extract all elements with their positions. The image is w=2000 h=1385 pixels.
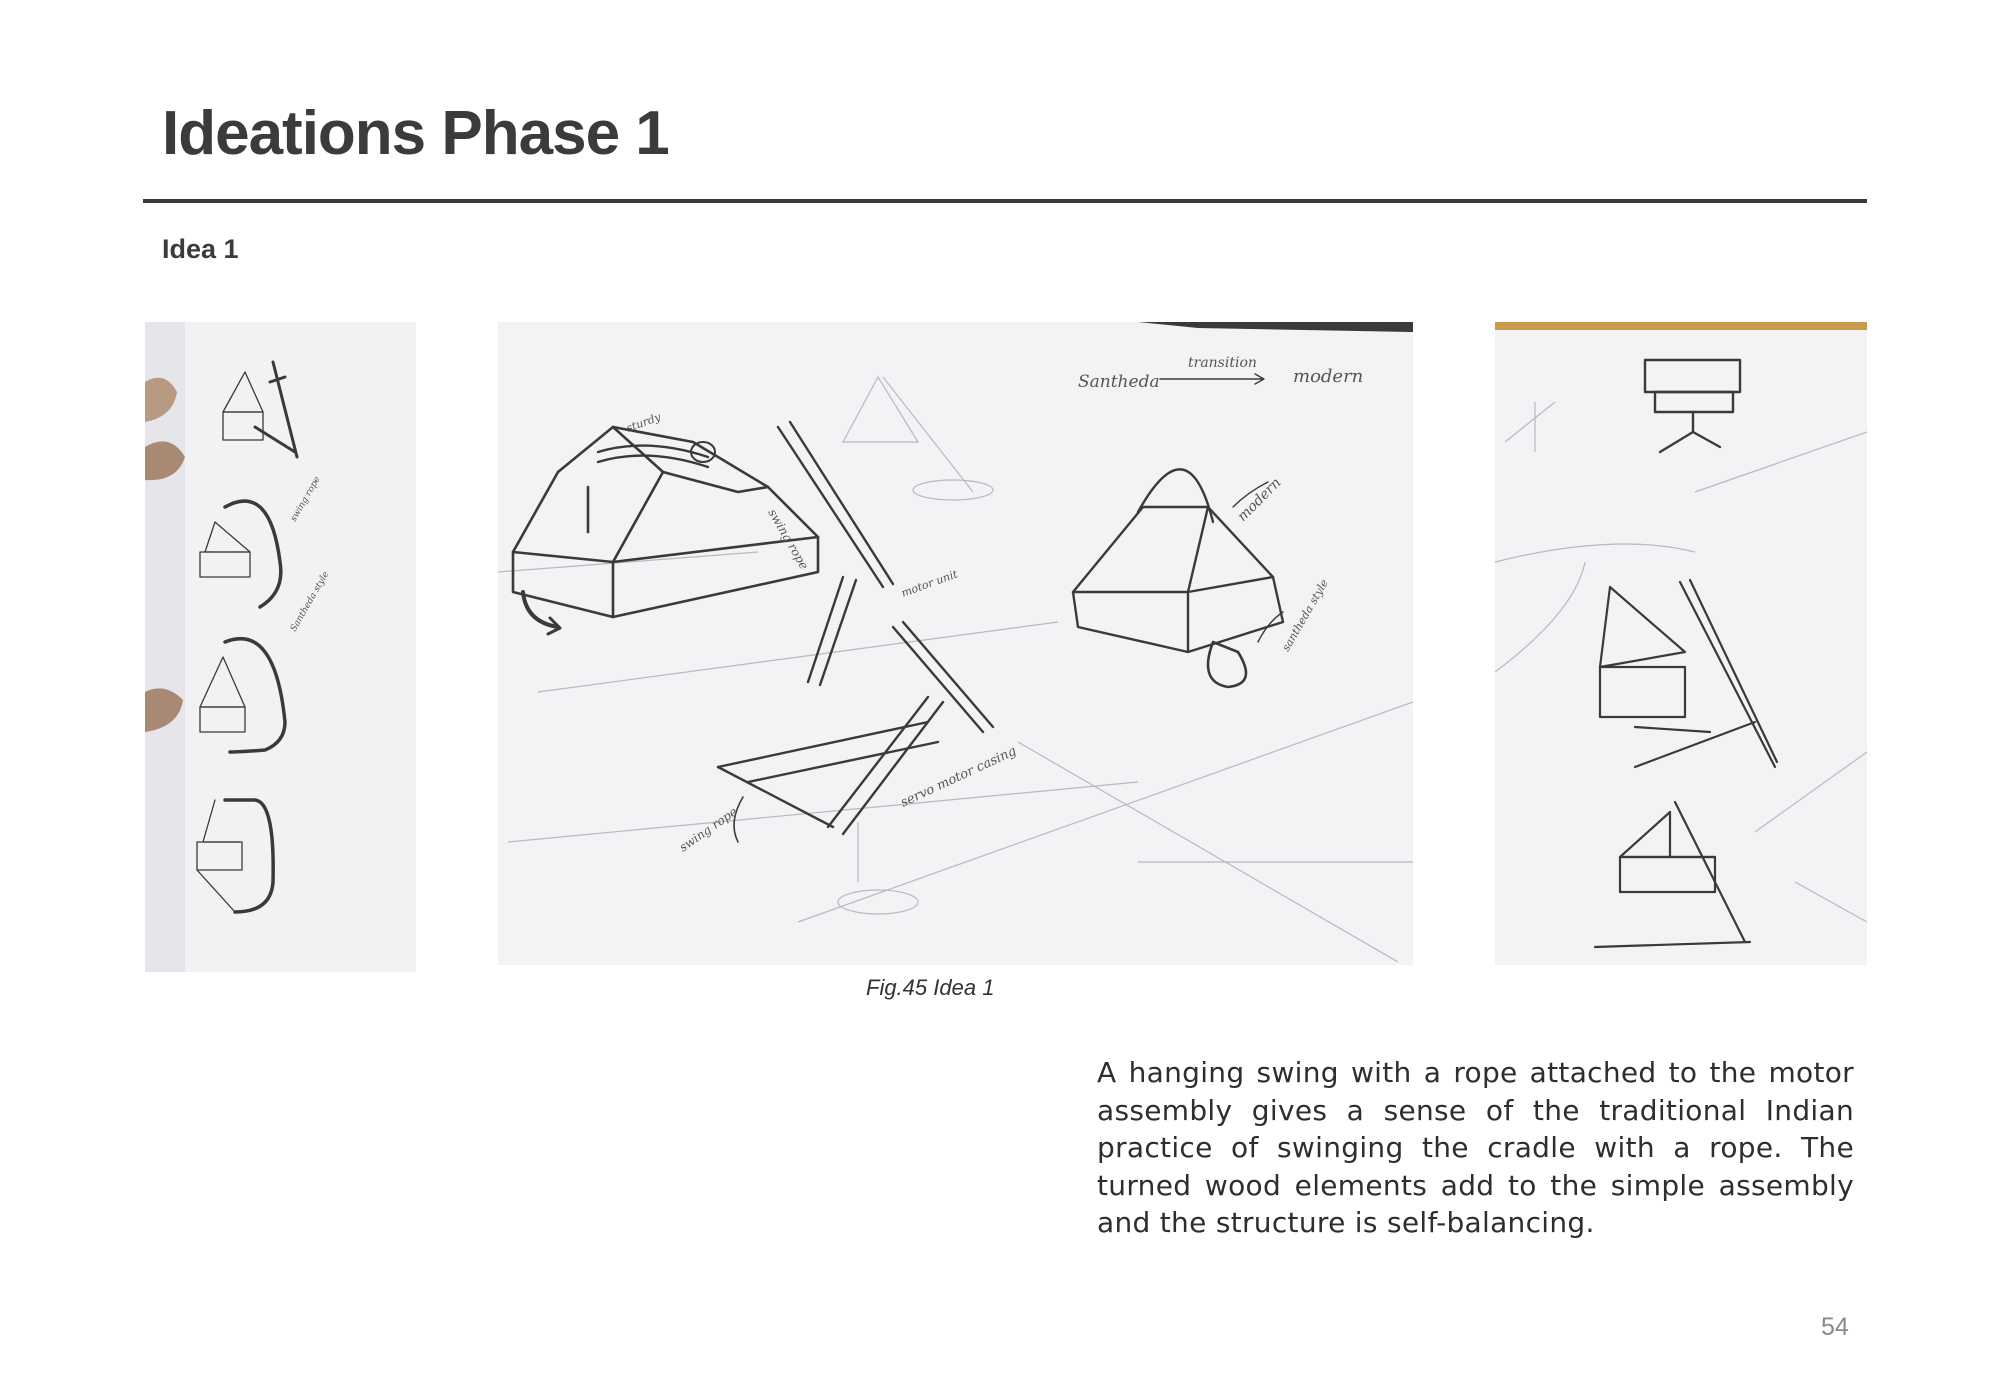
svg-text:swing rope: swing rope bbox=[765, 506, 812, 572]
svg-text:Santheda: Santheda bbox=[1078, 372, 1160, 392]
section-subtitle: Idea 1 bbox=[162, 234, 239, 264]
svg-text:servo motor casing: servo motor casing bbox=[898, 743, 1019, 811]
svg-text:transition: transition bbox=[1188, 355, 1257, 371]
svg-text:swing rope: swing rope bbox=[676, 804, 740, 855]
page-title: Ideations Phase 1 bbox=[162, 99, 669, 168]
left-sketch-drawing bbox=[145, 322, 416, 972]
svg-text:sturdy: sturdy bbox=[624, 410, 663, 435]
description-paragraph: A hanging swing with a rope attached to the motor assembly gives a sense of the traditional Indian practice of swinging the cradle with a rope. The turned wood elements add to the simple assembly and the structure is self-balancing. bbox=[1097, 1056, 1854, 1239]
middle-sketch-sheet bbox=[498, 322, 1413, 965]
svg-text:santheda style: santheda style bbox=[1279, 577, 1331, 654]
svg-text:modern: modern bbox=[1293, 366, 1364, 387]
right-sketch-drawing bbox=[1495, 322, 1867, 965]
page-number: 54 bbox=[1821, 1313, 1849, 1341]
svg-text:swing rope: swing rope bbox=[288, 474, 323, 524]
figure-caption: Fig.45 Idea 1 bbox=[866, 975, 995, 1000]
svg-text:Santheda style: Santheda style bbox=[288, 569, 332, 634]
right-sketch-sheet bbox=[1495, 322, 1867, 965]
middle-sketch-drawing bbox=[498, 322, 1413, 965]
title-divider bbox=[143, 199, 1867, 203]
svg-text:modern: modern bbox=[1234, 474, 1285, 525]
svg-text:motor unit: motor unit bbox=[899, 567, 960, 600]
left-sketch-sheet bbox=[145, 322, 416, 972]
